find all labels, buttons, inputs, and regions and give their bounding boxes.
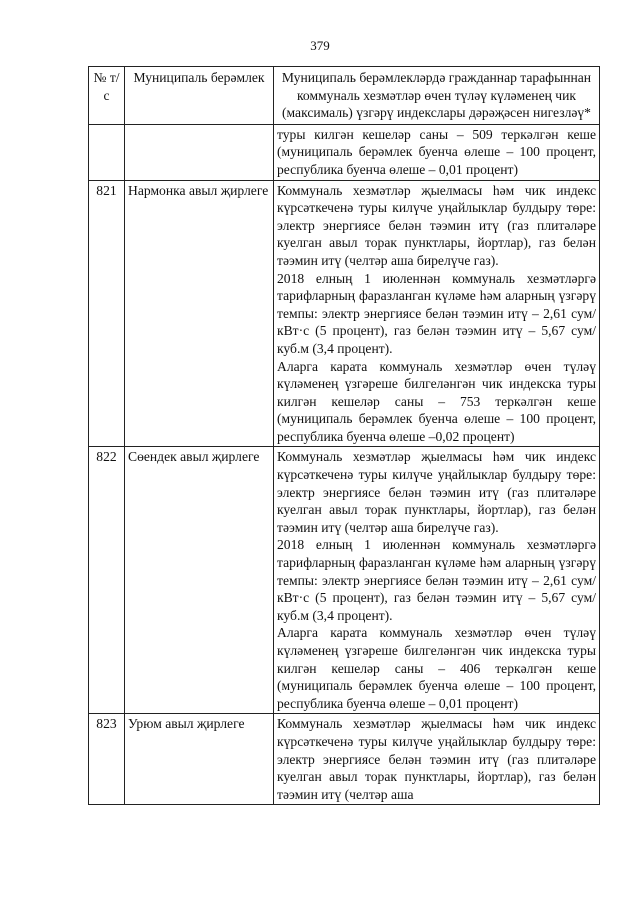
table-body: [89, 124, 600, 805]
row-text: [274, 714, 600, 805]
row-number: [89, 124, 125, 180]
row-municipality: Нармонка авыл җирлеге: [125, 180, 274, 447]
header-row: [89, 67, 600, 125]
table-row-continuation: [89, 124, 600, 180]
paragraph-utilities: Коммуналь хезмәтләр җыелмасы һәм чик индекс күрсәткеченә туры килүче уңайлыклар булдыру төре: электр энергиясе белән тәэмин итү (газ плитәләре куелган авыл торак пунктлары, йортлар), газ белән тәэмин итү (челтәр аша: [277, 716, 596, 802]
paragraph-population: Аларга карата коммуналь хезмәтләр өчен түләү күләменең үзгәреше билгеләнгән чик индекска туры килгән кешеләр саны – 406 теркәлгән кеше (муниципаль берәмлек буенча өлеше – 100 процент, республика буенча өлеше – 0,01 процент): [277, 625, 596, 711]
row-municipality: [125, 124, 274, 180]
page-number: 379: [310, 38, 330, 53]
table-row: [89, 714, 600, 805]
row-text: [274, 180, 600, 447]
row-text: [274, 447, 600, 714]
row-number: 823: [89, 714, 125, 805]
row-municipality: Сөендек авыл җирлеге: [125, 447, 274, 714]
table-row: [89, 180, 600, 447]
row-municipality: Урюм авыл җирлеге: [125, 714, 274, 805]
paragraph-tariffs: 2018 елның 1 июленнән коммуналь хезмәтләргә тарифларның фаразланган күләме һәм аларның үзгәрү темпы: электр энергиясе белән тәэмин итү – 2,61 сум/кВт·с (5 процент), газ белән тәэмин итү – 5,67 сум/куб.м (3,4 процент).: [277, 270, 596, 356]
row-number: 822: [89, 447, 125, 714]
header-justification: Муниципаль берәмлекләрдә гражданнар тарафыннан коммуналь хезмәтләр өчен түләү күләменең чик (максималь) үзгәрү индекслары дәрәҗәсен нигезләү*: [274, 67, 600, 125]
row-number: 821: [89, 180, 125, 447]
row-text: туры килгән кешеләр саны – 509 теркәлгән кеше (муниципаль берәмлек буенча өлеше – 100 процент, республика буенча өлеше – 0,01 процент): [274, 124, 600, 180]
header-number: № т/с: [89, 67, 125, 125]
paragraph-population: Аларга карата коммуналь хезмәтләр өчен түләү күләменең үзгәреше билгеләнгән чик индекска туры килгән кешеләр саны – 753 теркәлгән кеше (муниципаль берәмлек буенча өлеше – 100 процент, республика буенча өлеше –0,02 процент): [277, 358, 596, 444]
paragraph-tariffs: 2018 елның 1 июленнән коммуналь хезмәтләргә тарифларның фаразланган күләме һәм аларның үзгәрү темпы: электр энергиясе белән тәэмин итү – 2,61 сум/кВт·с (5 процент), газ белән тәэмин итү – 5,67 сум/куб.м (3,4 процент).: [277, 537, 596, 623]
indices-table: [88, 66, 600, 805]
table-row: [89, 447, 600, 714]
header-municipality: Муниципаль берәмлек: [125, 67, 274, 125]
paragraph-utilities: Коммуналь хезмәтләр җыелмасы һәм чик индекс күрсәткеченә туры килүче уңайлыклар булдыру төре: электр энергиясе белән тәэмин итү (газ плитәләре куелган авыл торак пунктлары, йортлар), газ белән тәэмин итү (челтәр аша бирелүче газ).: [277, 449, 596, 535]
table-header: [89, 67, 600, 125]
paragraph-utilities: Коммуналь хезмәтләр җыелмасы һәм чик индекс күрсәткеченә туры килүче уңайлыклар булдыру төре: электр энергиясе белән тәэмин итү (газ плитәләре куелган авыл торак пунктлары, йортлар), газ белән тәэмин итү (челтәр аша бирелүче газ).: [277, 182, 596, 268]
